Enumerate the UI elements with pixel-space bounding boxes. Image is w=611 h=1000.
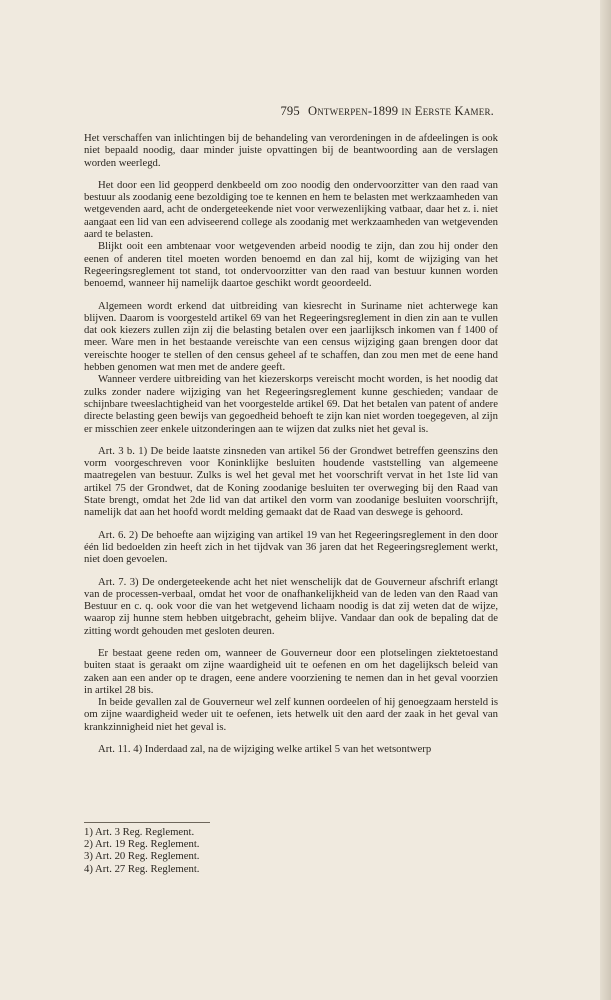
paragraph: Art. 7. 3) De ondergeteekende acht het niet wenschelijk dat de Gouverneur afschrift erlangt van de processen-verbaal, omdat het voor de onafhankelijkheid van de leden van den Raad van Bestuur en c. q. ook voor die van het wetgevend lichaam noodig is dat zij weten dat de wijze, waarop zij hunne stem hebben uitgebracht, geheim blijve. Vandaar dan ook de bepaling dat de zitting wordt gehouden met gesloten deuren. — [84, 575, 498, 637]
running-header — [280, 104, 494, 119]
footnote: 2) Art. 19 Reg. Reglement. — [84, 838, 200, 851]
page-number: 795 — [280, 104, 300, 118]
paragraph: In beide gevallen zal de Gouverneur wel zelf kunnen oordeelen of hij genoegzaam hersteld is om zijne waardigheid weder uit te oefenen, iets hetwelk uit den aard der zaak in het geval van krankzinnigheid niet het geval is. — [84, 696, 498, 733]
paragraph: Art. 11. 4) Inderdaad zal, na de wijziging welke artikel 5 van het wetsontwerp — [98, 743, 432, 756]
paragraph: Art. 6. 2) De behoefte aan wijziging van artikel 19 van het Regeeringsreglement in den door één lid bedoelden zin heeft zich in het tijdvak van 36 jaren dat het Regeeringsreglement werkt, niet doen gevoelen. — [84, 528, 498, 566]
paragraph: Algemeen wordt erkend dat uitbreiding van kiesrecht in Suriname niet achterwege kan blijven. Daarom is voorgesteld artikel 69 van het Regeeringsreglement in dien zin aan te vullen dat ook kiezers zullen zijn zij die belasting betalen over een jaarlijksch inkomen van f 1400 of meer. Ware men in het bestaande vereischte van een census wijziging gaan brengen door dat vereischte hooger te stellen of den census geheel af te schaffen, dan zou men met de eene hand hebben genomen wat men met de andere geeft. — [84, 299, 498, 374]
paragraph: Het verschaffen van inlichtingen bij de behandeling van verordeningen in de afdeelingen is ook niet bepaald noodig, daar minder juiste opvattingen bij de beantwoording aan de verslagen worden weerlegd. — [84, 132, 498, 169]
paragraph: Het door een lid geopperd denkbeeld om zoo noodig den ondervoorzitter van den raad van bestuur als zoodanig eene bezoldiging toe te kennen en hem te belasten met werkzaamheden van wetgevenden aard, acht de ondergeteekende niet voor verwezenlijking vatbaar, daar het z. i. niet aangaat een lid van een adviseerend college als zoodanig met werkzaamheden van wetgevenden aard te belasten. — [84, 178, 498, 241]
paragraph: Wanneer verdere uitbreiding van het kiezerskorps vereischt mocht worden, is het noodig dat zulks zonder nadere wijziging van het Regeeringsreglement kunne geschieden; vandaar de schijnbare tweeslachtigheid van het voorgestelde artikel 69. Dat het betalen van patent of andere directe belasting geen bewijs van gegoedheid behoeft te zijn kan niet worden toegegeven, al zijn er misschien zeer enkele uitzonderingen aan te wijzen dat zulks niet het geval is. — [84, 373, 498, 435]
paragraph: Art. 3 b. 1) De beide laatste zinsneden van artikel 56 der Grondwet betreffen geenszins den vorm voorgeschreven voor Koninklijke besluiten houdende vaststelling van algemeene maatregelen van bestuur. Zulks is wel het geval met het voorschrift vervat in het 1ste lid van artikel 75 der Grondwet, dat de Koning zoodanige besluiten ter overweging bij den Raad van State brengt, omdat het 2de lid van dat artikel den vorm van zoodanige besluiten voorschrijft, namelijk dat aan het hoofd wordt melding gemaakt dat de Raad van deswege is gehoord. — [84, 444, 498, 519]
paragraph: Er bestaat geene reden om, wanneer de Gouverneur door een plotselingen ziektetoestand buiten staat is geraakt om zijne waardigheid uit te oefenen en om het dagelijksch beleid van zaken aan een ander op te dragen, eene andere voorziening te nemen dan in het geval voorzien in artikel 28 bis. — [84, 646, 498, 696]
footnote: 4) Art. 27 Reg. Reglement. — [84, 862, 200, 875]
footnote-divider — [84, 822, 210, 823]
paragraph: Blijkt ooit een ambtenaar voor wetgevenden arbeid noodig te zijn, dan zou hij onder den eenen of anderen titel moeten worden benoemd en dan zal hij, komt de wijziging van het Regeeringsreglement tot stand, tot ondervoorzitter van den raad van bestuur kunnen worden benoemd, wanneer hij namelijk daartoe geschikt wordt geoordeeld. — [84, 240, 498, 290]
footnote: 1) Art. 3 Reg. Reglement. — [84, 826, 195, 838]
body-text — [84, 132, 498, 755]
running-title: Ontwerpen-1899 in Eerste Kamer. — [307, 104, 494, 118]
footnotes — [84, 826, 199, 875]
page-edge-shadow — [600, 0, 611, 1000]
footnote: 3) Art. 20 Reg. Reglement. — [84, 850, 200, 863]
